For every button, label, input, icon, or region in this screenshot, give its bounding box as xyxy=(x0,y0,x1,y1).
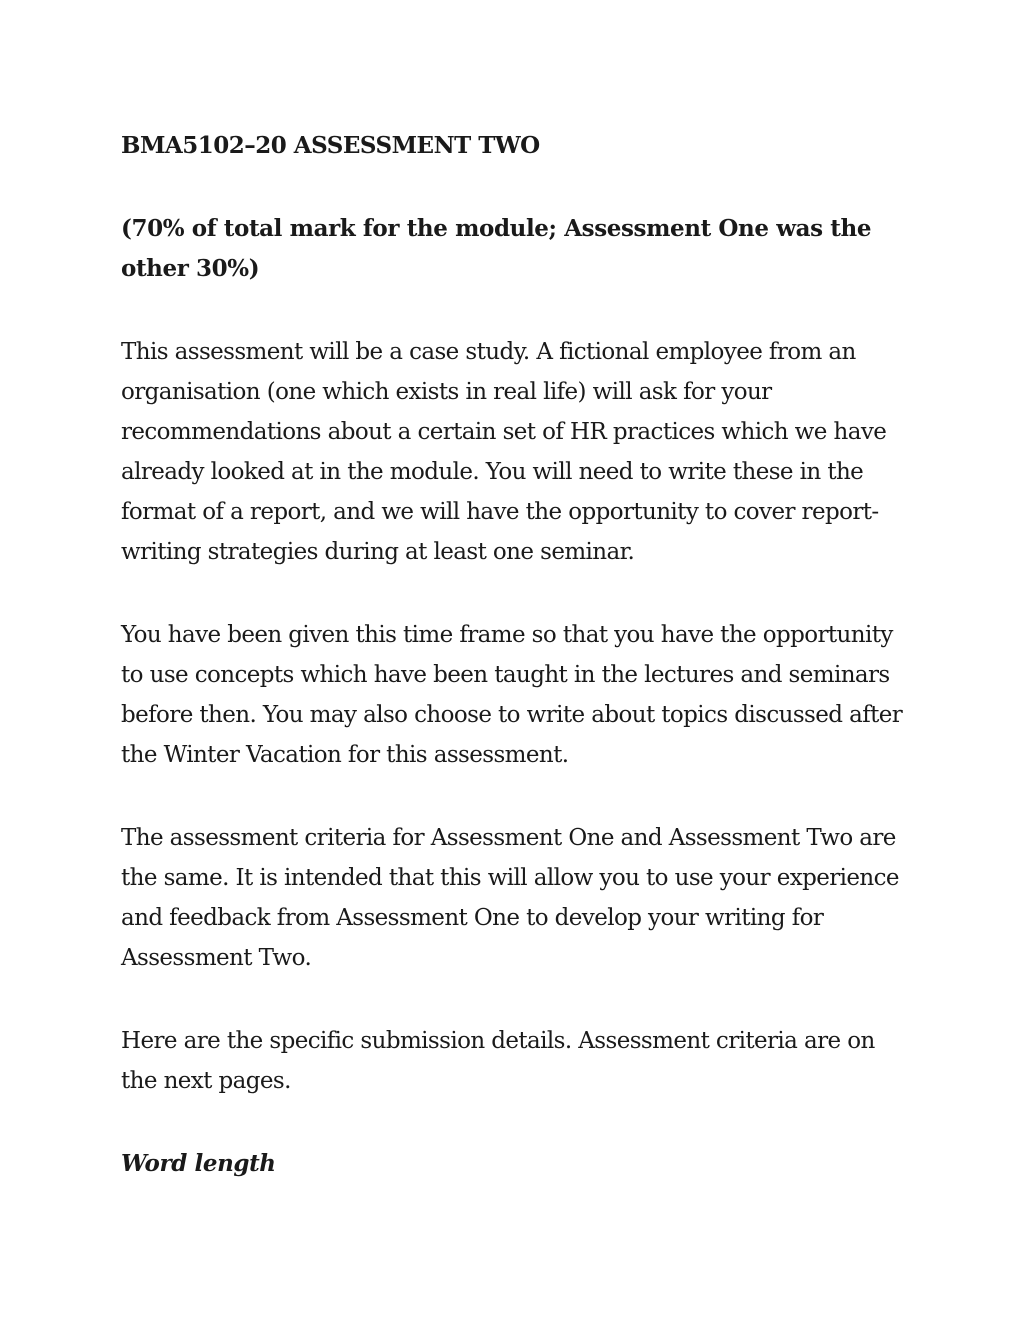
paragraph-case-study: This assessment will be a case study. A fictional employee from an organisation (one which exists in real life) will ask for your recommendations about a certain set of HR practices which we have already looked at in the module. You will need to write these in the format of a report, and we will have the opportunity to cover report-writing strategies during at least one seminar. xyxy=(121,339,887,565)
document-title: BMA5102–20 ASSESSMENT TWO xyxy=(121,132,540,159)
paragraph-submission: Here are the specific submission details. Assessment criteria are on the next pages. xyxy=(121,1028,875,1094)
paragraph-criteria: The assessment criteria for Assessment One and Assessment Two are the same. It is intended that this will allow you to use your experience and feedback from Assessment One to develop your writing for Assessment Two. xyxy=(121,825,899,971)
document-body xyxy=(121,126,906,1227)
section-heading-word-length: Word length xyxy=(121,1150,276,1177)
paragraph-time-frame: You have been given this time frame so that you have the opportunity to use concepts which have been taught in the lectures and seminars before then. You may also choose to write about topics discussed after the Winter Vacation for this assessment. xyxy=(121,622,903,768)
document-subtitle: (70% of total mark for the module; Assessment One was the other 30%) xyxy=(121,215,872,282)
